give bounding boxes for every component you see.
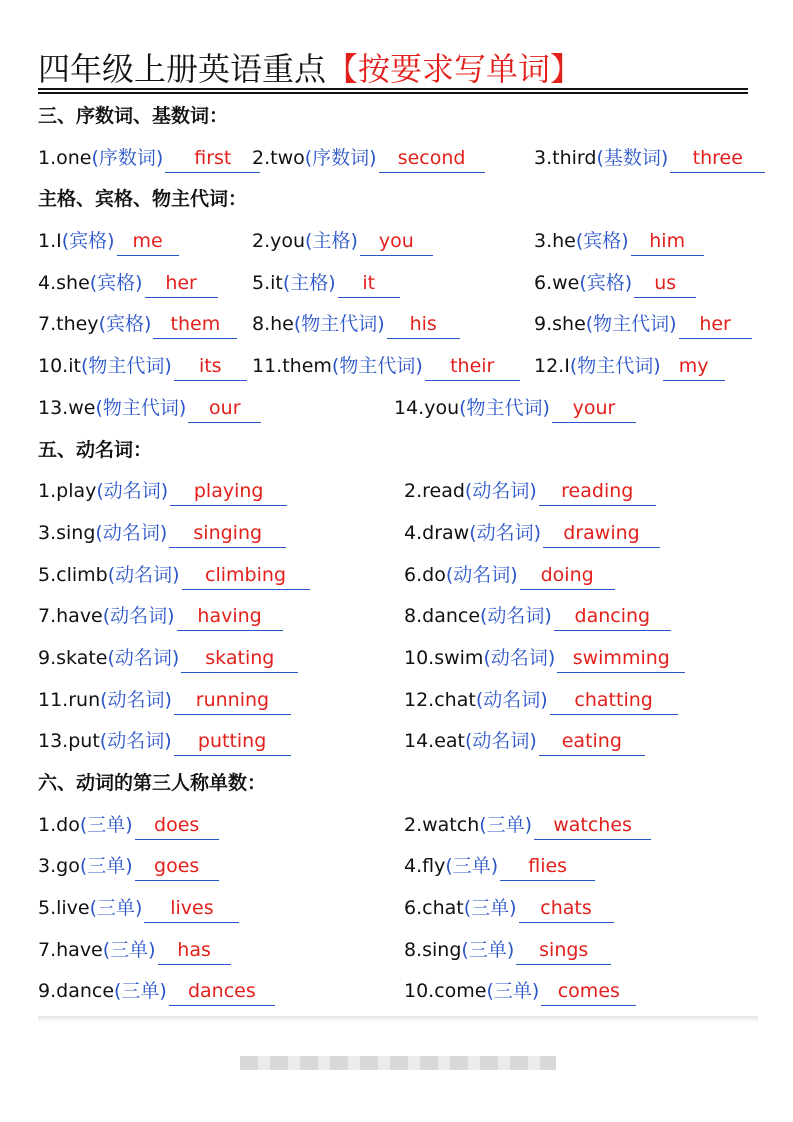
exercise-item	[38, 515, 286, 551]
prompt-hint: (物主代词)	[80, 355, 172, 378]
exercise-row	[38, 807, 758, 849]
exercise-row	[38, 932, 758, 974]
answer-blank[interactable]: them	[153, 310, 237, 339]
answer-blank[interactable]: having	[177, 602, 283, 631]
answer-blank[interactable]: its	[174, 352, 247, 381]
exercise-item	[534, 223, 704, 259]
answer-blank[interactable]: first	[165, 144, 260, 173]
exercise-row	[38, 306, 758, 348]
exercise-row	[38, 348, 758, 390]
exercise-item	[404, 598, 671, 634]
answer-blank[interactable]: chats	[519, 894, 614, 923]
exercise-row	[38, 390, 758, 432]
page-title	[38, 44, 582, 90]
prompt-word: 7.they	[38, 313, 99, 336]
exercise-item	[38, 890, 239, 926]
prompt-word: 11.run	[38, 688, 101, 711]
exercise-item	[394, 390, 636, 426]
answer-blank[interactable]: your	[552, 394, 636, 423]
exercise-row	[38, 723, 758, 765]
exercise-item	[404, 557, 615, 593]
answer-blank[interactable]: swimming	[557, 644, 685, 673]
prompt-hint: (动名词)	[99, 730, 172, 753]
prompt-word: 1.one	[38, 146, 92, 169]
exercise-item	[534, 140, 765, 176]
prompt-hint: (三单)	[79, 855, 133, 878]
prompt-hint: (动名词)	[100, 688, 172, 711]
answer-blank[interactable]: her	[679, 310, 752, 339]
exercise-row	[38, 557, 758, 599]
exercise-item	[38, 306, 237, 342]
answer-blank[interactable]: us	[634, 269, 696, 298]
prompt-word: 5.it	[252, 271, 283, 294]
exercise-item	[534, 265, 696, 301]
prompt-hint: (三单)	[102, 938, 156, 961]
prompt-word: 8.sing	[404, 938, 462, 961]
prompt-hint: (动名词)	[480, 605, 552, 628]
prompt-word: 9.she	[534, 313, 586, 336]
prompt-hint: (序数词)	[91, 146, 164, 169]
prompt-word: 1.do	[38, 813, 80, 836]
prompt-hint: (物主代词)	[95, 396, 187, 419]
prompt-hint: (动名词)	[95, 521, 168, 544]
prompt-hint: (物主代词)	[331, 355, 423, 378]
prompt-hint: (物主代词)	[569, 355, 661, 378]
prompt-hint: (主格)	[305, 230, 358, 253]
prompt-hint: (三单)	[463, 897, 517, 920]
prompt-word: 2.two	[252, 146, 305, 169]
prompt-word: 7.have	[38, 605, 103, 628]
prompt-hint: (动名词)	[102, 605, 175, 628]
answer-blank[interactable]: me	[117, 227, 179, 256]
answer-blank[interactable]: our	[188, 394, 261, 423]
prompt-word: 9.dance	[38, 980, 115, 1003]
prompt-hint: (动名词)	[445, 563, 518, 586]
exercise-item	[252, 306, 460, 342]
prompt-word: 3.he	[534, 230, 576, 253]
prompt-hint: (三单)	[89, 897, 143, 920]
prompt-hint: (三单)	[461, 938, 515, 961]
prompt-word: 2.you	[252, 230, 306, 253]
answer-blank[interactable]: dancing	[554, 602, 671, 631]
prompt-word: 1.I	[38, 230, 62, 253]
prompt-word: 12.I	[534, 355, 570, 378]
section-heading: 三、序数词、基数词：	[38, 105, 229, 127]
answer-blank[interactable]: you	[360, 227, 433, 256]
prompt-word: 5.live	[38, 897, 90, 920]
exercise-item	[404, 473, 656, 509]
prompt-word: 10.swim	[404, 646, 484, 669]
prompt-hint: (动名词)	[475, 688, 548, 711]
exercise-item	[38, 390, 261, 426]
prompt-word: 13.we	[38, 396, 96, 419]
prompt-hint: (宾格)	[575, 230, 629, 253]
page-title-highlight: 【按要求写单词】	[326, 50, 583, 88]
answer-blank[interactable]: goes	[135, 852, 219, 881]
page-title-main: 四年级上册英语重点	[38, 50, 327, 88]
prompt-word: 4.fly	[404, 855, 446, 878]
exercise-row	[38, 598, 758, 640]
prompt-word: 8.dance	[404, 605, 481, 628]
prompt-word: 9.skate	[38, 646, 108, 669]
blurred-footer	[240, 1056, 556, 1070]
exercise-item	[38, 348, 247, 384]
exercise-item	[404, 640, 685, 676]
answer-blank[interactable]: lives	[144, 894, 239, 923]
section-heading: 六、动词的第三人称单数：	[38, 772, 267, 794]
prompt-word: 2.watch	[404, 813, 480, 836]
exercise-item	[38, 140, 260, 176]
prompt-hint: (三单)	[445, 855, 499, 878]
exercise-row	[38, 640, 758, 682]
exercise-item	[38, 598, 283, 634]
prompt-word: 5.climb	[38, 563, 108, 586]
exercise-row	[38, 473, 758, 515]
exercise-item	[404, 515, 660, 551]
answer-blank[interactable]: his	[387, 310, 460, 339]
exercise-item	[252, 348, 520, 384]
exercise-row	[38, 515, 758, 557]
prompt-word: 1.play	[38, 480, 97, 503]
exercise-item	[404, 890, 614, 926]
prompt-hint: (物主代词)	[293, 313, 385, 336]
prompt-word: 4.she	[38, 271, 90, 294]
prompt-hint: (宾格)	[98, 313, 152, 336]
exercise-item	[38, 557, 310, 593]
prompt-word: 14.you	[394, 396, 460, 419]
answer-blank[interactable]: doing	[520, 561, 615, 590]
prompt-hint: (三单)	[79, 813, 133, 836]
exercise-item	[38, 682, 291, 718]
exercise-row	[38, 848, 758, 890]
answer-blank[interactable]: comes	[541, 977, 636, 1006]
answer-blank[interactable]: has	[158, 936, 231, 965]
prompt-word: 3.sing	[38, 521, 96, 544]
exercise-row	[38, 140, 758, 182]
exercise-item	[252, 223, 433, 259]
prompt-hint: (三单)	[479, 813, 533, 836]
answer-blank[interactable]: skating	[181, 644, 298, 673]
exercise-item	[38, 640, 298, 676]
prompt-hint: (三单)	[114, 980, 167, 1003]
answer-blank[interactable]: it	[338, 269, 400, 298]
prompt-word: 12.chat	[404, 688, 476, 711]
answer-blank[interactable]: drawing	[543, 519, 660, 548]
prompt-word: 4.draw	[404, 521, 470, 544]
exercise-item	[404, 807, 651, 843]
exercise-item	[38, 973, 275, 1009]
answer-blank[interactable]: chatting	[550, 686, 678, 715]
exercise-row	[38, 973, 758, 1015]
exercise-item	[38, 807, 219, 843]
answer-blank[interactable]: sings	[516, 936, 611, 965]
prompt-word: 8.he	[252, 313, 294, 336]
prompt-word: 11.them	[252, 355, 332, 378]
prompt-word: 10.come	[404, 980, 487, 1003]
answer-blank[interactable]: second	[379, 144, 485, 173]
exercise-item	[534, 348, 725, 384]
prompt-hint: (宾格)	[89, 271, 143, 294]
answer-blank[interactable]: dances	[169, 977, 275, 1006]
answer-blank[interactable]: playing	[170, 477, 287, 506]
exercise-item	[38, 932, 231, 968]
prompt-hint: (宾格)	[61, 230, 115, 253]
prompt-word: 13.put	[38, 730, 100, 753]
answer-blank[interactable]: running	[174, 686, 291, 715]
exercise-item	[404, 723, 645, 759]
prompt-word: 6.we	[534, 271, 580, 294]
exercise-row	[38, 682, 758, 724]
prompt-word: 6.do	[404, 563, 446, 586]
answer-blank[interactable]: flies	[500, 852, 595, 881]
prompt-word: 14.eat	[404, 730, 465, 753]
exercise-item	[252, 140, 485, 176]
prompt-hint: (动名词)	[107, 646, 180, 669]
prompt-hint: (基数词)	[596, 146, 669, 169]
exercise-item	[404, 973, 636, 1009]
exercise-row	[38, 223, 758, 265]
answer-blank[interactable]: does	[135, 811, 219, 840]
answer-blank[interactable]: three	[670, 144, 765, 173]
prompt-word: 6.chat	[404, 897, 464, 920]
answer-blank[interactable]: my	[663, 352, 725, 381]
answer-blank[interactable]: him	[631, 227, 704, 256]
prompt-hint: (动名词)	[469, 521, 542, 544]
exercise-item	[38, 723, 291, 759]
answer-blank[interactable]: singing	[169, 519, 286, 548]
exercise-item	[404, 848, 595, 884]
prompt-word: 10.it	[38, 355, 81, 378]
prompt-hint: (物主代词)	[459, 396, 550, 419]
prompt-hint: (动名词)	[464, 480, 537, 503]
exercise-item	[38, 223, 179, 259]
exercise-item	[404, 932, 611, 968]
answer-blank[interactable]: their	[425, 352, 520, 381]
prompt-hint: (动名词)	[96, 480, 169, 503]
prompt-word: 3.third	[534, 146, 597, 169]
answer-blank[interactable]: climbing	[182, 561, 310, 590]
exercise-item	[534, 306, 752, 342]
prompt-hint: (动名词)	[483, 646, 556, 669]
exercise-item	[38, 473, 287, 509]
prompt-hint: (三单)	[486, 980, 540, 1003]
prompt-hint: (序数词)	[304, 146, 377, 169]
prompt-hint: (动名词)	[107, 563, 180, 586]
exercise-item	[38, 848, 219, 884]
answer-blank[interactable]: eating	[539, 727, 645, 756]
prompt-hint: (主格)	[282, 271, 336, 294]
section-heading: 主格、宾格、物主代词：	[38, 188, 248, 211]
answer-blank[interactable]: putting	[174, 727, 291, 756]
worksheet-body	[38, 98, 758, 1015]
answer-blank[interactable]: watches	[534, 811, 651, 840]
exercise-item	[38, 265, 218, 301]
prompt-word: 7.have	[38, 938, 103, 961]
prompt-hint: (宾格)	[579, 271, 633, 294]
prompt-hint: (动名词)	[465, 730, 537, 753]
answer-blank[interactable]: reading	[539, 477, 656, 506]
exercise-row	[38, 890, 758, 932]
answer-blank[interactable]: her	[145, 269, 218, 298]
exercise-row	[38, 265, 758, 307]
prompt-word: 2.read	[404, 480, 465, 503]
prompt-hint: (物主代词)	[585, 313, 677, 336]
prompt-word: 3.go	[38, 855, 80, 878]
exercise-item	[404, 682, 678, 718]
exercise-item	[252, 265, 400, 301]
section-heading: 五、动名词：	[38, 438, 153, 461]
cut-off-row	[38, 1016, 758, 1030]
